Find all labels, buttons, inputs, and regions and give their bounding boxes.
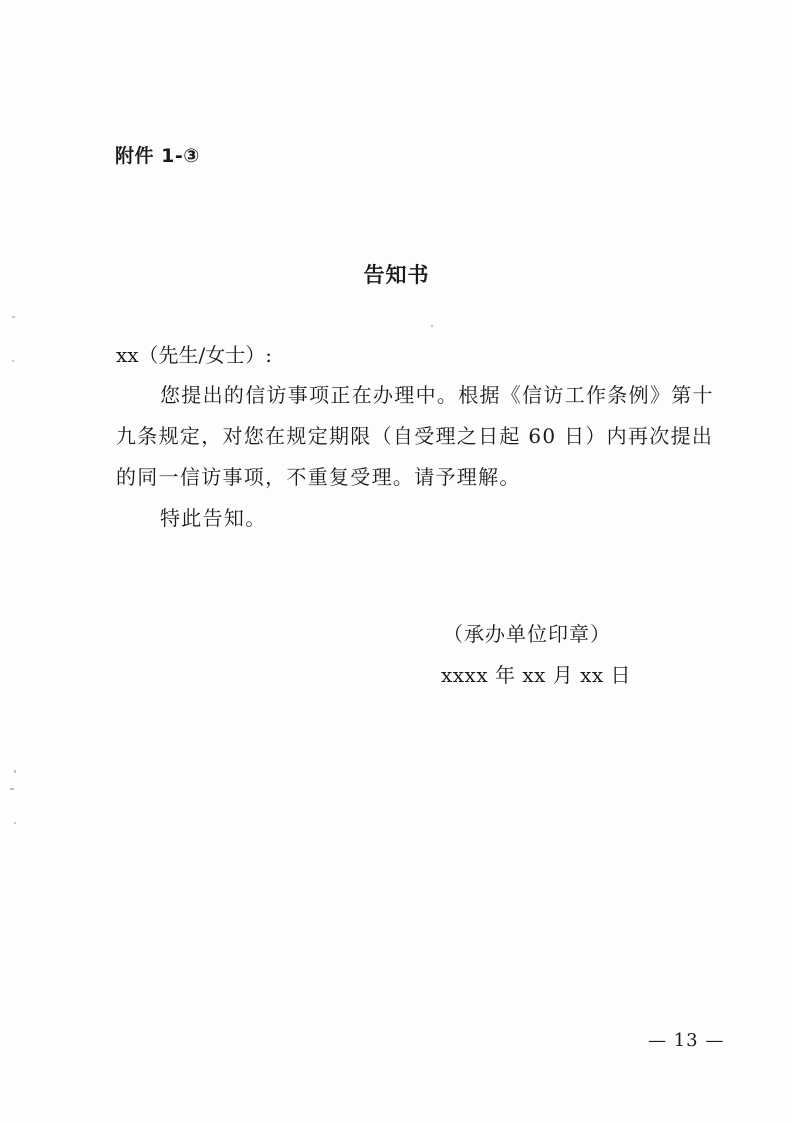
scan-speck xyxy=(12,360,14,362)
body-line-3: 的同一信访事项，不重复受理。请予理解。 xyxy=(116,465,521,489)
signature-date: xxxx 年 xx 月 xx 日 xyxy=(441,663,632,687)
scan-speck xyxy=(10,788,14,790)
seal-placeholder: （承办单位印章） xyxy=(443,622,611,646)
body-text xyxy=(116,375,716,539)
page-number: — 13 — xyxy=(648,1030,725,1051)
scan-speck xyxy=(12,316,15,318)
scan-speck xyxy=(431,325,433,327)
salutation: xx（先生/女士）: xyxy=(116,343,273,367)
body-line-1: 您提出的信访事项正在办理中。根据《信访工作条例》第十 xyxy=(160,383,714,407)
scan-speck xyxy=(14,822,16,824)
attachment-label: 附件 1-③ xyxy=(115,145,200,167)
closing-line: 特此告知。 xyxy=(160,506,267,530)
document-title: 告知书 xyxy=(363,263,430,287)
body-line-2: 九条规定，对您在规定期限（自受理之日起 60 日）内再次提出 xyxy=(116,424,714,448)
scan-speck xyxy=(14,770,16,773)
